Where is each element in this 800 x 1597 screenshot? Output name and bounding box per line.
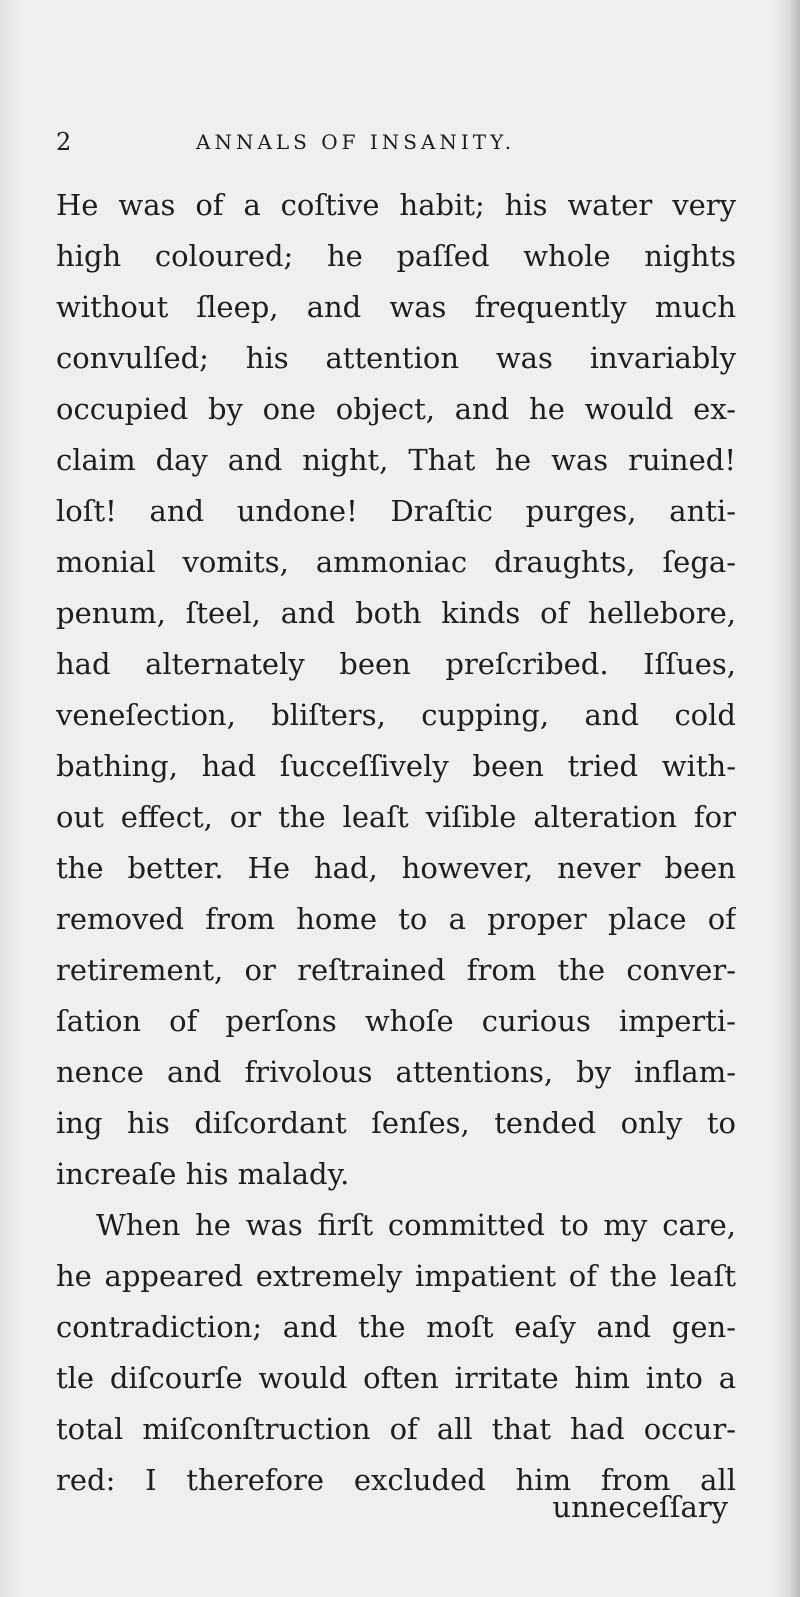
text-line: convulſed; his attention was invariably <box>56 341 736 375</box>
text-line: monial vomits, ammoniac draughts, ſega- <box>56 545 736 579</box>
text-line: increaſe his malady. <box>56 1157 350 1191</box>
text-line: ing his diſcordant ſenſes, tended only to <box>56 1106 736 1140</box>
text-line: tle diſcourſe would often irritate him into a <box>56 1361 736 1395</box>
text-line: removed from home to a proper place of <box>56 902 736 936</box>
text-line: red: I therefore excluded him from all <box>56 1463 736 1497</box>
text-line: contradiction; and the moſt eaſy and gen- <box>56 1310 736 1344</box>
text-line: nence and frivolous attentions, by inflam- <box>56 1055 736 1089</box>
text-line: he appeared extremely impatient of the leaſt <box>56 1259 736 1293</box>
running-head: ANNALS OF INSANITY. <box>196 130 516 154</box>
catchword: unneceſſary <box>552 1490 728 1524</box>
text-line: retirement, or reſtrained from the conver- <box>56 953 736 987</box>
page-edge-shadow <box>770 0 800 1597</box>
text-line: occupied by one object, and he would ex- <box>56 392 736 426</box>
text-line: veneſection, bliſters, cupping, and cold <box>56 698 736 732</box>
text-line: high coloured; he paſſed whole nights <box>56 239 736 273</box>
page-number: 2 <box>56 128 72 156</box>
text-line: without ſleep, and was frequently much <box>56 290 736 324</box>
text-line: He was of a coſtive habit; his water very <box>56 188 736 222</box>
text-line: out effect, or the leaſt viſible alteration for <box>56 800 736 834</box>
page-gutter-shadow <box>0 0 22 1597</box>
text-line: When he was firſt committed to my care, <box>96 1208 736 1242</box>
body-text <box>56 180 736 1506</box>
page-header <box>56 122 736 162</box>
text-line: ſation of perſons whoſe curious imperti- <box>56 1004 736 1038</box>
text-line: total miſconſtruction of all that had occur- <box>56 1412 736 1446</box>
text-line: the better. He had, however, never been <box>56 851 736 885</box>
text-line: bathing, had ſucceſſively been tried with- <box>56 749 736 783</box>
text-line: loſt! and undone! Draſtic purges, anti- <box>56 494 736 528</box>
text-line: penum, ſteel, and both kinds of hellebore, <box>56 596 736 630</box>
text-line: had alternately been preſcribed. Iſſues, <box>56 647 736 681</box>
text-line: claim day and night, That he was ruined! <box>56 443 736 477</box>
